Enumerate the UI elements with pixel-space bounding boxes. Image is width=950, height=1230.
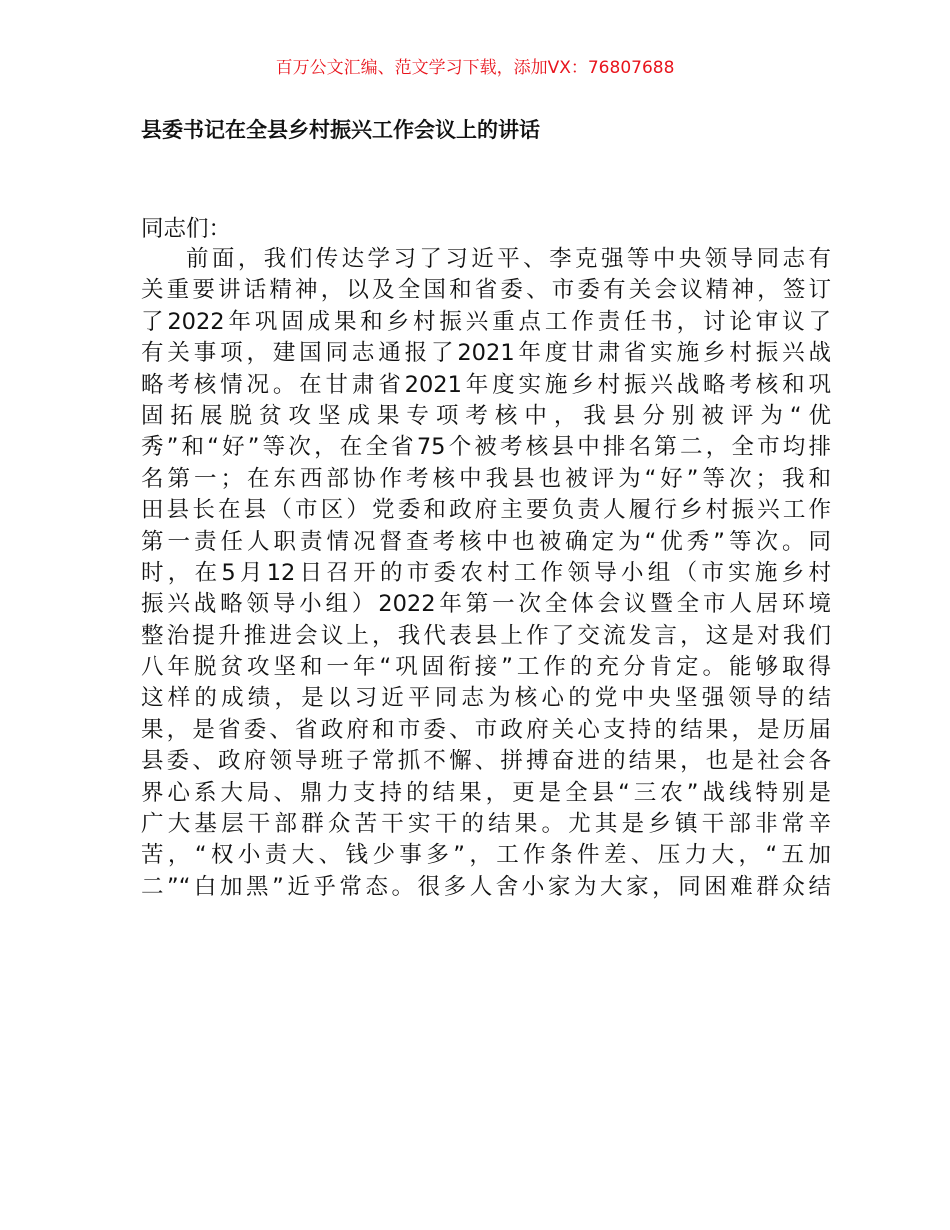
document-title: 县委书记在全县乡村振兴工作会议上的讲话 bbox=[141, 118, 540, 142]
paragraph-line: 二”“白加黑”近乎常态。很多人舍小家为大家，同困难群众结 bbox=[141, 873, 831, 900]
paragraph-line: 这样的成绩，是以习近平同志为核心的党中央坚强领导的结 bbox=[141, 685, 831, 712]
paragraph-line: 整治提升推进会议上，我代表县上作了交流发言，这是对我们 bbox=[141, 622, 831, 649]
paragraph-line: 第一责任人职责情况督查考核中也被确定为“优秀”等次。同 bbox=[141, 528, 831, 555]
paragraph-line: 界心系大局、鼎力支持的结果，更是全县“三农”战线特别是 bbox=[141, 779, 831, 806]
paragraph-line: 有关事项，建国同志通报了2021年度甘肃省实施乡村振兴战 bbox=[141, 340, 831, 367]
paragraph-line: 振兴战略领导小组）2022年第一次全体会议暨全市人居环境 bbox=[141, 591, 831, 618]
watermark-header: 百万公文汇编、范文学习下载，添加VX：76807688 bbox=[275, 58, 675, 78]
paragraph-line: 关重要讲话精神，以及全国和省委、市委有关会议精神，签订 bbox=[141, 277, 831, 304]
paragraph-line: 略考核情况。在甘肃省2021年度实施乡村振兴战略考核和巩 bbox=[141, 371, 831, 398]
paragraph-line: 时，在5月12日召开的市委农村工作领导小组（市实施乡村 bbox=[141, 559, 831, 586]
paragraph-line: 名第一；在东西部协作考核中我县也被评为“好”等次；我和 bbox=[141, 465, 831, 492]
paragraph-line: 秀”和“好”等次，在全省75个被考核县中排名第二，全市均排 bbox=[141, 434, 831, 461]
paragraph-line: 苦，“权小责大、钱少事多”，工作条件差、压力大，“五加 bbox=[141, 842, 831, 869]
paragraph-line: 县委、政府领导班子常抓不懈、拼搏奋进的结果，也是社会各 bbox=[141, 748, 831, 775]
paragraph-line: 八年脱贫攻坚和一年“巩固衔接”工作的充分肯定。能够取得 bbox=[141, 654, 831, 681]
paragraph-line: 田县长在县（市区）党委和政府主要负责人履行乡村振兴工作 bbox=[141, 497, 831, 524]
paragraph-line: 果，是省委、省政府和市委、市政府关心支持的结果，是历届 bbox=[141, 716, 831, 743]
paragraph-line: 前面，我们传达学习了习近平、李克强等中央领导同志有 bbox=[186, 246, 831, 272]
salutation: 同志们： bbox=[141, 216, 232, 242]
paragraph-line: 了2022年巩固成果和乡村振兴重点工作责任书，讨论审议了 bbox=[141, 308, 831, 335]
body-paragraph bbox=[141, 244, 831, 903]
paragraph-line: 广大基层干部群众苦干实干的结果。尤其是乡镇干部非常辛 bbox=[141, 811, 831, 838]
paragraph-line: 固拓展脱贫攻坚成果专项考核中，我县分别被评为“优 bbox=[141, 402, 831, 429]
